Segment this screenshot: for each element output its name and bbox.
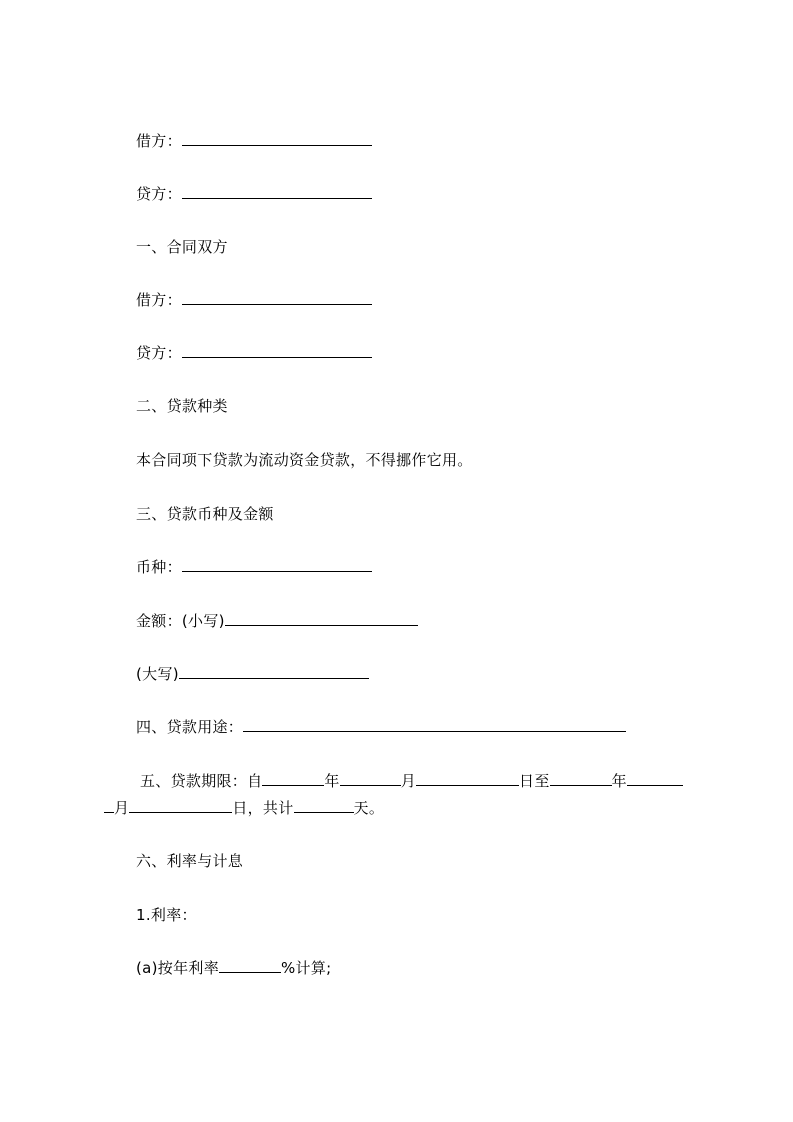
amount-small-label: 金额：(小写) [136, 612, 225, 630]
start-year-label: 年 [324, 772, 340, 790]
start-day-to-label: 日至 [519, 772, 550, 790]
end-month-blank-a[interactable] [627, 771, 683, 786]
borrower-line [136, 290, 372, 310]
section-4-line [136, 717, 626, 737]
borrower-top-line [136, 131, 372, 151]
rate-a-line [136, 958, 332, 978]
lender-top-blank[interactable] [182, 184, 372, 199]
section-2-text: 本合同项下贷款为流动资金贷款，不得挪作它用。 [136, 451, 473, 469]
borrower-top-blank[interactable] [182, 131, 372, 146]
start-month-blank[interactable] [340, 771, 401, 786]
amount-big-label: (大写) [136, 665, 179, 683]
end-year-label: 年 [611, 772, 627, 790]
borrower-blank[interactable] [182, 290, 372, 305]
rate-a-suffix: %计算; [281, 959, 332, 977]
lender-label: 贷方： [136, 344, 182, 362]
total-days-label: 天。 [353, 799, 385, 817]
end-day-blank[interactable] [129, 798, 232, 813]
amount-small-line [136, 611, 418, 631]
lender-line [136, 343, 372, 363]
section-5-label: 五、贷款期限：自 [140, 772, 263, 790]
end-day-label: 日，共计 [232, 799, 294, 817]
section-2-heading: 二、贷款种类 [136, 397, 228, 415]
amount-big-blank[interactable] [179, 664, 369, 679]
borrower-label: 借方： [136, 291, 182, 309]
rate-a-label: (a)按年利率 [136, 959, 219, 977]
currency-label: 币种： [136, 558, 182, 576]
currency-blank[interactable] [182, 557, 372, 572]
end-month-blank-b[interactable] [104, 798, 114, 813]
lender-top-label: 贷方： [136, 185, 182, 203]
section-3-heading: 三、贷款币种及金额 [136, 505, 274, 523]
borrower-top-label: 借方： [136, 132, 182, 150]
section-5-line-1 [140, 771, 683, 791]
rate-heading: 1.利率： [136, 906, 197, 924]
amount-big-line [136, 664, 369, 684]
section-4-label: 四、贷款用途： [136, 718, 244, 736]
section-6-heading: 六、利率与计息 [136, 852, 244, 870]
annual-rate-blank[interactable] [219, 958, 281, 973]
currency-line [136, 557, 372, 577]
amount-small-blank[interactable] [225, 611, 418, 626]
end-month-label: 月 [114, 799, 130, 817]
start-month-label: 月 [400, 772, 417, 790]
section-1-heading: 一、合同双方 [136, 238, 228, 256]
total-days-blank[interactable] [294, 798, 354, 813]
section-5-line-2 [104, 798, 384, 818]
start-day-blank[interactable] [416, 771, 519, 786]
end-year-blank[interactable] [550, 771, 612, 786]
loan-purpose-blank[interactable] [243, 717, 626, 732]
lender-top-line [136, 184, 372, 204]
start-year-blank[interactable] [262, 771, 324, 786]
lender-blank[interactable] [182, 343, 372, 358]
